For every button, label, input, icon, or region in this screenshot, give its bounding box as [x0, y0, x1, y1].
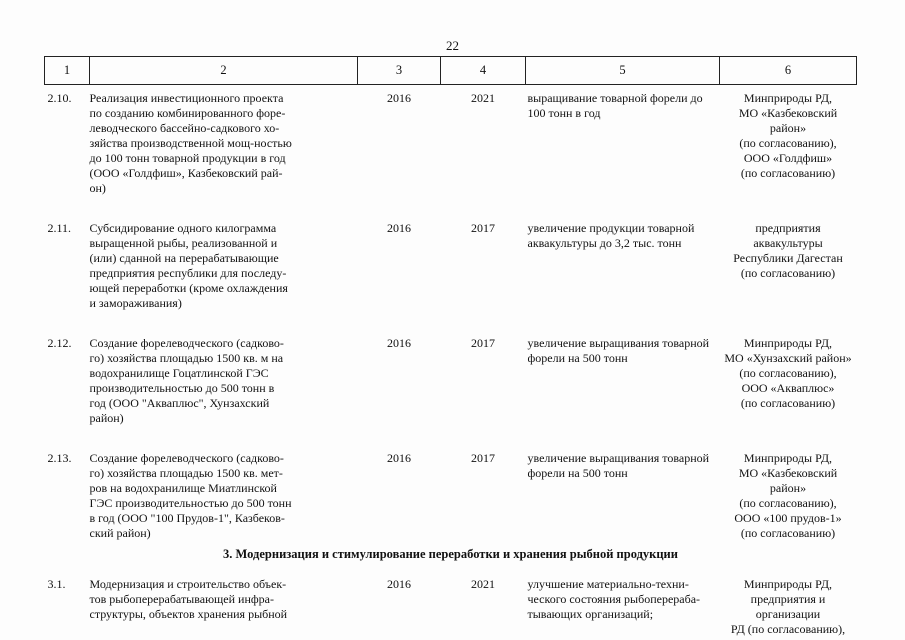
executor-line: (по согласованию), — [739, 496, 837, 510]
table-header-row — [45, 57, 857, 85]
event-description-line: го) хозяйства площадью 1500 кв. мет- — [89, 466, 283, 480]
event-description-line: ский район) — [89, 526, 151, 540]
executor — [720, 331, 857, 426]
header-cell: 6 — [720, 57, 857, 85]
start-year: 2016 — [387, 221, 411, 235]
header-cell: 2 — [90, 57, 358, 85]
row-number: 3.1. — [47, 577, 66, 591]
header-cell: 1 — [45, 57, 90, 85]
event-description-line: го) хозяйства площадью 1500 кв. м на — [89, 351, 284, 365]
table-row — [45, 216, 857, 311]
event-description-line: до 100 тонн товарной продукции в год — [89, 151, 286, 165]
start-year: 2016 — [387, 451, 411, 465]
executor-line: ООО «Акваплюс» — [741, 381, 835, 395]
executor-line: (по согласованию), — [739, 136, 837, 150]
executor-line: МО «Казбековский район» — [738, 106, 838, 135]
row-spacer — [45, 426, 857, 446]
executor — [720, 216, 857, 311]
expected-result — [526, 446, 720, 541]
event-description-line: зяйства производственной мощ-ностью — [89, 136, 292, 150]
event-description-line: он) — [89, 181, 106, 195]
expected-result-line: аквакультуры до 3,2 тыс. тонн — [527, 236, 682, 250]
executor-line: (по согласованию) — [740, 266, 836, 280]
header-cell: 4 — [441, 57, 526, 85]
event-description-line: тов рыбоперерабатывающей инфра- — [89, 592, 274, 606]
header-cell: 3 — [358, 57, 441, 85]
end-year: 2017 — [471, 451, 495, 465]
executor-line: предприятия и организации — [750, 592, 826, 621]
event-description — [90, 572, 358, 637]
start-year: 2016 — [387, 91, 411, 105]
event-description — [90, 331, 358, 426]
executor — [720, 446, 857, 541]
event-description-line: и замораживания) — [89, 296, 182, 310]
event-description-line: производительностью до 500 тонн в — [89, 381, 275, 395]
executor-line: Минприроды РД, — [743, 577, 833, 591]
event-description-line: структуры, объектов хранения рыбной — [89, 607, 288, 621]
program-table — [44, 56, 857, 637]
event-description-line: леводческого бассейно-садкового хо- — [89, 121, 280, 135]
expected-result-line: форели на 500 тонн — [527, 351, 628, 365]
executor — [720, 85, 857, 197]
event-description-line: (или) сданной на перерабатывающие — [89, 251, 279, 265]
expected-result-line: увеличение продукции товарной — [527, 221, 695, 235]
table-row — [45, 446, 857, 541]
event-description-line: (ООО «Голдфиш», Казбековский рай- — [89, 166, 283, 180]
executor-line: Минприроды РД, — [743, 336, 833, 350]
expected-result — [526, 572, 720, 637]
row-number: 2.11. — [47, 221, 72, 235]
executor-line: (по согласованию), — [739, 366, 837, 380]
header-cell: 5 — [526, 57, 720, 85]
page-number: 22 — [446, 38, 459, 53]
executor-line: Минприроды РД, — [743, 451, 833, 465]
executor-line: (по согласованию) — [740, 396, 836, 410]
row-number: 2.10. — [47, 91, 72, 105]
event-description-line: Реализация инвестиционного проекта — [89, 91, 284, 105]
row-number: 2.12. — [47, 336, 72, 350]
event-description — [90, 216, 358, 311]
event-description-line: Модернизация и строительство объек- — [89, 577, 287, 591]
row-spacer — [45, 196, 857, 216]
expected-result — [526, 331, 720, 426]
event-description-line: ющей переработки (кроме охлаждения — [89, 281, 288, 295]
event-description-line: водохранилище Гоцатлинской ГЭС — [89, 366, 269, 380]
executor-line: ООО «100 прудов-1» — [734, 511, 842, 525]
section-title: 3. Модернизация и стимулирование переработки и хранения рыбной продукции — [223, 547, 678, 561]
executor-line: ООО «Голдфиш» — [743, 151, 833, 165]
start-year: 2016 — [387, 577, 411, 591]
event-description-line: по созданию комбинированного форе- — [89, 106, 286, 120]
expected-result-line: тывающих организаций; — [527, 607, 654, 621]
executor-line: Республики Дагестан — [733, 251, 843, 265]
expected-result-line: форели на 500 тонн — [527, 466, 628, 480]
event-description-line: выращенной рыбы, реализованной и — [89, 236, 278, 250]
table-row — [45, 85, 857, 197]
row-number: 2.13. — [47, 451, 72, 465]
table-row — [45, 331, 857, 426]
executor-line: МО «Хунзахский район» — [724, 351, 852, 365]
executor-line: МО «Казбековский район» — [738, 466, 838, 495]
spacer-cell — [45, 196, 857, 216]
spacer-cell — [45, 426, 857, 446]
event-description-line: в год (ООО "100 Прудов-1", Казбеков- — [89, 511, 285, 525]
executor-line: (по согласованию) — [740, 166, 836, 180]
expected-result — [526, 85, 720, 197]
event-description-line: район) — [89, 411, 124, 425]
expected-result — [526, 216, 720, 311]
table-row — [45, 572, 857, 637]
row-spacer — [45, 311, 857, 331]
event-description-line: Создание форелеводческого (садково- — [89, 336, 284, 350]
expected-result-line: ческого состояния рыбоперераба- — [527, 592, 701, 606]
event-description-line: ГЭС производительностью до 500 тонн — [89, 496, 292, 510]
expected-result-line: 100 тонн в год — [527, 106, 601, 120]
spacer-cell — [45, 311, 857, 331]
executor-line: Минприроды РД, — [743, 91, 833, 105]
start-year: 2016 — [387, 336, 411, 350]
section-heading-row — [45, 541, 857, 572]
end-year: 2021 — [471, 91, 495, 105]
executor-line: РД (по согласованию), — [730, 622, 846, 636]
end-year: 2017 — [471, 336, 495, 350]
event-description-line: год (ООО "Акваплюс", Хунзахский — [89, 396, 270, 410]
event-description-line: предприятия республики для последу- — [89, 266, 287, 280]
event-description-line: Субсидирование одного килограмма — [89, 221, 277, 235]
expected-result-line: увеличение выращивания товарной — [527, 451, 710, 465]
expected-result-line: увеличение выращивания товарной — [527, 336, 710, 350]
event-description — [90, 85, 358, 197]
end-year: 2017 — [471, 221, 495, 235]
event-description-line: ров на водохранилище Миатлинской — [89, 481, 277, 495]
end-year: 2021 — [471, 577, 495, 591]
event-description — [90, 446, 358, 541]
executor-line: (по согласованию) — [740, 526, 836, 540]
executor-line: предприятия аквакультуры — [753, 221, 823, 250]
expected-result-line: улучшение материально-техни- — [527, 577, 689, 591]
event-description-line: Создание форелеводческого (садково- — [89, 451, 284, 465]
executor — [720, 572, 857, 637]
expected-result-line: выращивание товарной форели до — [527, 91, 703, 105]
